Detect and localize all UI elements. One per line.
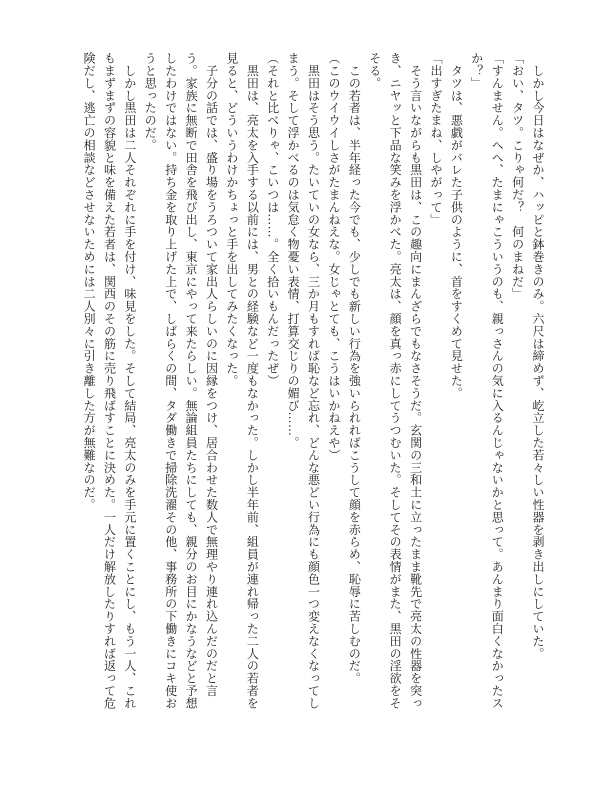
text-line: もまずまずの容貌と味を備えた若者は、関西のその筋に売り飛ばすことに決めた。一人だけ解放したりすれば返って危: [102, 52, 117, 710]
text-line: 険だし、逃亡の相談などさせないためには二人別々に引き離した方が無難なのだ。: [82, 52, 97, 511]
text-line: 子分の話では、盛り場をうろついて家出人らしいのに因縁をつけ、居合わせた数人で無理やり連れ込んだのだと言: [204, 52, 219, 697]
text-line: （このウイウイしさがたまんねえな。女じゃとても、こうはいかねえや）: [326, 52, 341, 462]
text-line: 「すんません。へへ、たまにゃこういうのも、親っさんの気に入るんじゃないかと思って。あんまり面白くなかったス: [490, 52, 505, 710]
text-line: この若者は、半年経った今でも、少しでも新しい行為を強いられればこうして顔を赤らめ、恥辱に苦しむのだ。: [347, 52, 362, 685]
text-line: そう言いながらも黒田は、この趣向にまんざらでもなさそうだ。玄関の三和土に立ったまま靴先で亮太の性器を突っ: [408, 52, 423, 710]
text-line: まう。そして浮かべるのは気怠く物憂い表情、打算交じりの媚び……。: [286, 52, 301, 449]
text-line: 「おい、タツ。こりゃ何だ？ 何のまねだ」: [510, 52, 525, 300]
text-line: 「出すぎたまね、しやがって」: [428, 52, 443, 226]
text-line: うと思ったのだ。: [143, 52, 158, 152]
text-line: 黒田はそう思う。たいていの女なら、三か月もすれば恥など忘れ、どんな悪どい行為にも顔色一つ変えなくなってし: [306, 52, 321, 710]
vertical-text-body: [79, 52, 548, 752]
text-line: 黒田は、亮太を入手する以前には、男との経験など一度もなかった。しかし半年前、組員が連れ帰った二人の若者を: [245, 52, 260, 710]
text-line: タツは、悪戯がバレた子供のように、首をすくめて見せた。: [449, 52, 464, 400]
text-line: か？」: [469, 52, 484, 90]
text-line: しかし黒田は二人それぞれに手を付け、味見をした。そして結局、亮太のみを手元に置くことにし、もう一人、これ: [122, 52, 137, 710]
text-line: しかし今日はなぜか、ハッピと鉢巻きのみ。六尺は締めず、屹立した若々しい性器を剥き出しにしていた。: [531, 52, 545, 660]
text-line: う。家族に無断で田舎を飛び出し、東京にやって来たらしい。無論組員たちにしても、親分のお目にかなうなどと予想: [184, 52, 199, 710]
text-line: そる。: [367, 52, 382, 90]
text-line: したわけではない。持ち金を取り上げた上で、しばらくの間、タダ働きで掃除洗濯その他、事務所の下働きにコキ使お: [163, 52, 178, 710]
text-line: き、ニヤッと下品な笑みを浮かべた。亮太は、顔を真っ赤にしてうつむいた。そしてその表情がまた、黒田の淫欲をそ: [388, 52, 403, 710]
text-line: 見ると、どういうわけかちょっと手を出してみたくなった。: [224, 52, 239, 387]
text-line: （それと比べりゃ、こいつは……。全く拾いもんだったぜ）: [265, 52, 280, 387]
